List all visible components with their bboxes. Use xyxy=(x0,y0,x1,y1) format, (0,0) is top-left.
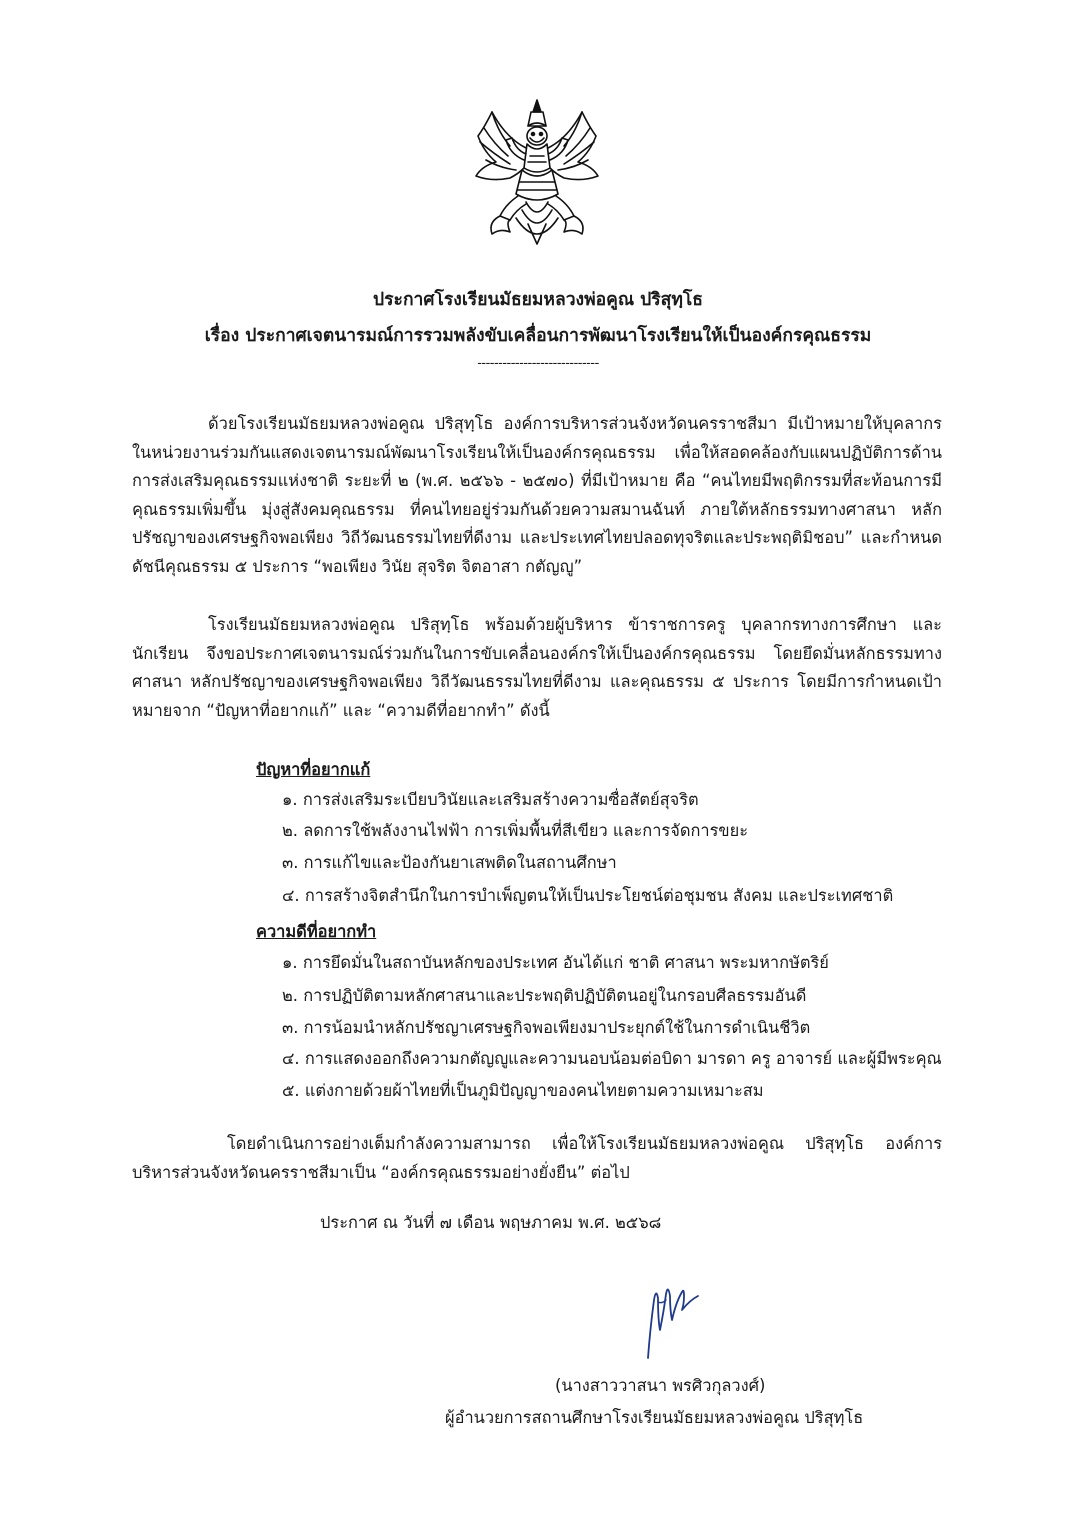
announcement-date: ประกาศ ณ วันที่ ๗ เดือน พฤษภาคม พ.ศ. ๒๕๖๘ xyxy=(320,1213,662,1232)
body-paragraph-1: ด้วยโรงเรียนมัธยมหลวงพ่อคูณ ปริสุทฺโธ องค์การบริหารส่วนจังหวัดนครราชสีมา มีเป้าหมายให้บุคลากรในหน่วยงานร่วมกันแสดงเจตนารมณ์พัฒนาโรงเรียนให้เป็นองค์กรคุณธรรม เพื่อให้สอดคล้องกับแผนปฏิบัติการด้านการส่งเสริมคุณธรรมแห่งชาติ ระยะที่ ๒ (พ.ศ. ๒๕๖๖ - ๒๕๗๐) ที่มีเป้าหมาย คือ “คนไทยมีพฤติกรรมที่สะท้อนการมีคุณธรรมเพิ่มขึ้น มุ่งสู่สังคมคุณธรรม ที่คนไทยอยู่ร่วมกันด้วยความสมานฉันท์ ภายใต้หลักธรรมทางศาสนา หลักปรัชญาของเศรษฐกิจพอเพียง วิถีวัฒนธรรมไทยที่ดีงาม และประเทศไทยปลอดทุจริตและประพฤติมิชอบ” และกำหนดดัชนีคุณธรรม ๕ ประการ “พอเพียง วินัย สุจริต จิตอาสา กตัญญู” xyxy=(132,414,942,576)
problem-item: ๓. การแก้ไขและป้องกันยาเสพติดในสถานศึกษา xyxy=(282,853,617,872)
goodness-item: ๒. การปฏิบัติตามหลักศาสนาและประพฤติปฏิบัติตนอยู่ในกรอบศีลธรรมอันดี xyxy=(282,986,807,1005)
handwritten-signature xyxy=(638,1280,708,1360)
goodness-item: ๑. การยึดมั่นในสถาบันหลักของประเทศ อันได้แก่ ชาติ ศาสนา พระมหากษัตริย์ xyxy=(282,953,829,972)
problems-heading: ปัญหาที่อยากแก้ xyxy=(256,760,371,779)
goodness-item: ๓. การน้อมนำหลักปรัชญาเศรษฐกิจพอเพียงมาประยุกต์ใช้ในการดำเนินชีวิต xyxy=(282,1018,811,1037)
goodness-heading: ความดีที่อยากทำ xyxy=(256,922,377,941)
signer-position: ผู้อำนวยการสถานศึกษาโรงเรียนมัธยมหลวงพ่อคูณ ปริสุทฺโธ xyxy=(445,1408,864,1427)
problem-item: ๑. การส่งเสริมระเบียบวินัยและเสริมสร้างความซื่อสัตย์สุจริต xyxy=(282,790,699,809)
problem-item: ๔. การสร้างจิตสำนึกในการบำเพ็ญตนให้เป็นประโยชน์ต่อชุมชน สังคม และประเทศชาติ xyxy=(282,886,894,905)
goodness-item: ๕. แต่งกายด้วยผ้าไทยที่เป็นภูมิปัญญาของคนไทยตามความเหมาะสม xyxy=(282,1081,764,1100)
announcement-title: ประกาศโรงเรียนมัธยมหลวงพ่อคูณ ปริสุทฺโธ xyxy=(373,290,703,310)
problem-item: ๒. ลดการใช้พลังงานไฟฟ้า การเพิ่มพื้นที่สีเขียว และการจัดการขยะ xyxy=(282,821,749,840)
body-paragraph-2: โรงเรียนมัธยมหลวงพ่อคูณ ปริสุทฺโธ พร้อมด้วยผู้บริหาร ข้าราชการครู บุคลากรทางการศึกษา และนักเรียน จึงขอประกาศเจตนารมณ์ร่วมกันในการขับเคลื่อนองค์กรให้เป็นองค์กรคุณธรรม โดยยึดมั่นหลักธรรมทางศาสนา หลักปรัชญาของเศรษฐกิจพอเพียง วิถีวัฒนธรรมไทยที่ดีงาม และคุณธรรม ๕ ประการ โดยมีการกำหนดเป้าหมายจาก “ปัญหาที่อยากแก้” และ “ความดีที่อยากทำ” ดังนี้ xyxy=(132,615,942,720)
signer-name: (นางสาววาสนา พรศิวกุลวงศ์) xyxy=(555,1376,766,1395)
garuda-emblem-icon xyxy=(470,98,604,252)
closing-paragraph: โดยดำเนินการอย่างเต็มกำลังความสามารถ เพื่อให้โรงเรียนมัธยมหลวงพ่อคูณ ปริสุทฺโธ องค์การบริหารส่วนจังหวัดนครราชสีมาเป็น “องค์กรคุณธรรมอย่างยั่งยืน” ต่อไป xyxy=(132,1134,942,1182)
title-divider: ----------------------------- xyxy=(477,356,599,371)
goodness-item: ๔. การแสดงออกถึงความกตัญญูและความนอบน้อมต่อบิดา มารดา ครู อาจารย์ และผู้มีพระคุณ xyxy=(282,1049,942,1068)
announcement-subject: เรื่อง ประกาศเจตนารมณ์การรวมพลังขับเคลื่อนการพัฒนาโรงเรียนให้เป็นองค์กรคุณธรรม xyxy=(204,326,872,346)
